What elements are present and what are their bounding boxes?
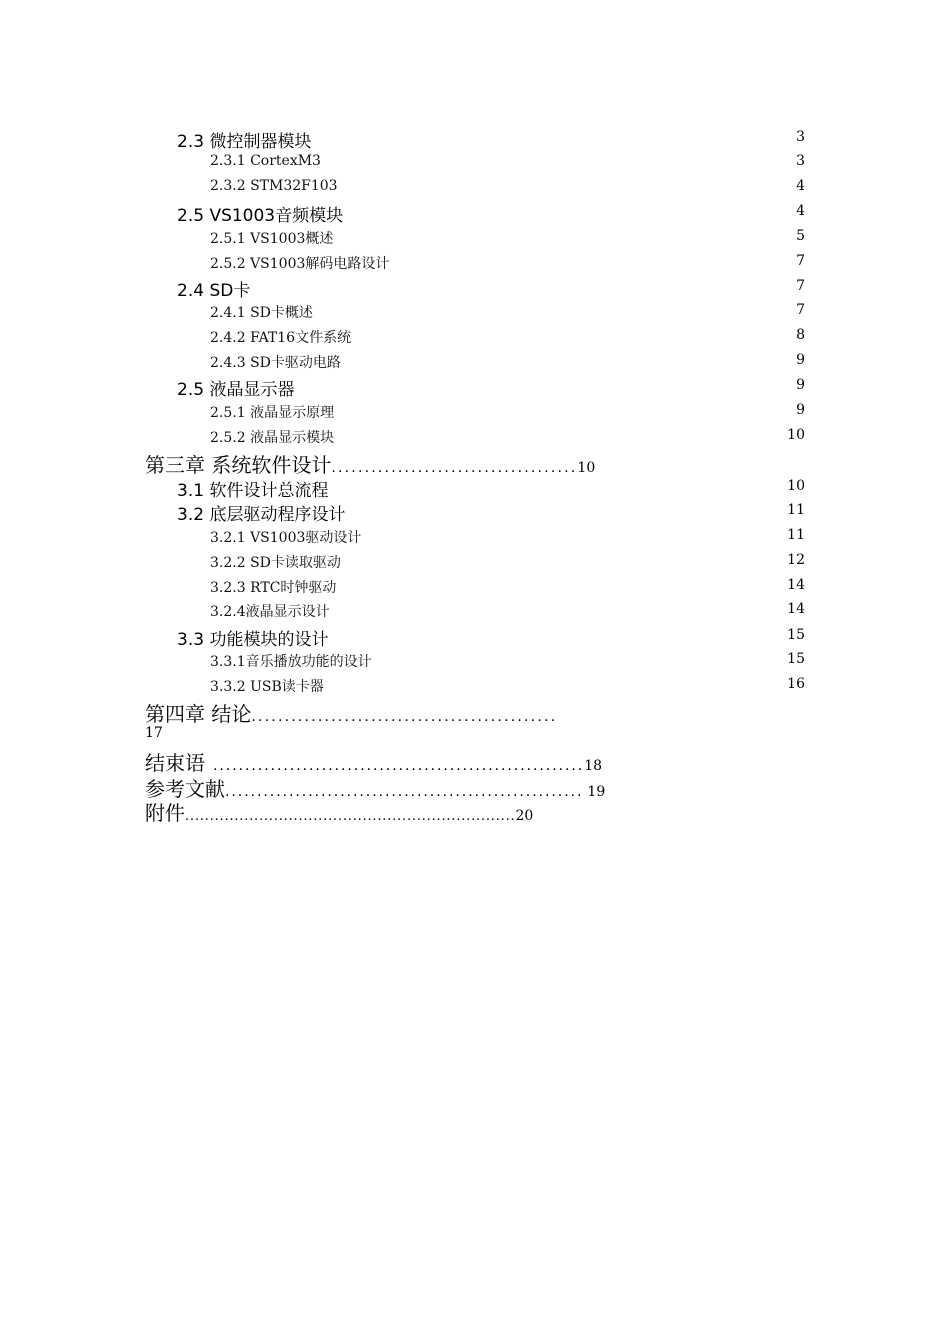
- toc-appendix-leader: ...................................................................: [185, 809, 516, 824]
- toc-page-3-2: 11: [787, 502, 805, 518]
- toc-page-2-3: 3: [796, 129, 805, 145]
- toc-entry-2-5-vs1003: 2.5 VS1003音频模块: [177, 206, 344, 226]
- toc-page-3-3-2: 16: [787, 676, 805, 692]
- toc-page-2-4: 7: [796, 278, 805, 294]
- toc-page-2-5-2-vs1003: 7: [796, 253, 805, 269]
- toc-page-3-1: 10: [787, 478, 805, 494]
- toc-entry-3-1: 3.1 软件设计总流程: [177, 481, 329, 501]
- toc-appendix-title: 附件: [145, 801, 185, 825]
- toc-page-3-2-4: 14: [787, 601, 805, 617]
- toc-entry-3-3-2: 3.3.2 USB读卡器: [210, 679, 324, 695]
- toc-page-2-5-1-vs1003: 5: [796, 228, 805, 244]
- toc-closing-leader: ..........................................................: [213, 758, 585, 774]
- toc-page-2-4-2: 8: [796, 327, 805, 343]
- toc-entry-2-3-1: 2.3.1 CortexM3: [210, 153, 321, 169]
- toc-entry-2-5-1-lcd: 2.5.1 液晶显示原理: [210, 405, 335, 421]
- toc-entry-3-2-4: 3.2.4液晶显示设计: [210, 604, 330, 620]
- toc-chapter-4-title: 第四章 结论: [145, 702, 252, 726]
- toc-chapter-4: [145, 698, 557, 727]
- toc-closing-title: 结束语: [145, 751, 205, 775]
- toc-entry-3-2: 3.2 底层驱动程序设计: [177, 505, 346, 525]
- toc-references-page: 19: [587, 784, 606, 800]
- toc-chapter-3-title: 第三章 系统软件设计: [145, 453, 332, 477]
- toc-page-2-3-2: 4: [796, 178, 805, 194]
- toc-entry-2-3: 2.3 微控制器模块: [177, 132, 312, 152]
- toc-page-2-3-1: 3: [796, 153, 805, 169]
- toc-references-leader: ........................................................: [225, 784, 584, 800]
- toc-entry-2-5-1-vs1003: 2.5.1 VS1003概述: [210, 231, 334, 247]
- toc-page-2-5-1-lcd: 9: [796, 402, 805, 418]
- toc-entry-3-2-3: 3.2.3 RTC时钟驱动: [210, 580, 337, 596]
- toc-page-2-4-3: 9: [796, 352, 805, 368]
- toc-page-3-3: 15: [787, 627, 805, 643]
- toc-page-2-5-2-lcd: 10: [787, 427, 805, 443]
- toc-entry-2-4: 2.4 SD卡: [177, 281, 251, 301]
- toc-entry-2-5-2-lcd: 2.5.2 液晶显示模块: [210, 430, 335, 446]
- toc-entry-2-4-1: 2.4.1 SD卡概述: [210, 305, 313, 321]
- toc-appendix: [145, 797, 533, 826]
- toc-entry-2-5-lcd: 2.5 液晶显示器: [177, 380, 295, 400]
- toc-page-2-5-vs1003: 4: [796, 203, 805, 219]
- toc-entry-3-3: 3.3 功能模块的设计: [177, 630, 329, 650]
- toc-page-3-2-2: 12: [787, 552, 805, 568]
- toc-appendix-page: 20: [515, 808, 534, 824]
- toc-page-2-5-lcd: 9: [796, 377, 805, 393]
- toc-chapter-4-leader: ..............................................: [251, 709, 558, 725]
- toc-entry-2-4-3: 2.4.3 SD卡驱动电路: [210, 355, 341, 371]
- toc-entry-2-5-2-vs1003: 2.5.2 VS1003解码电路设计: [210, 256, 390, 272]
- toc-closing: [145, 747, 602, 776]
- toc-chapter-3: [145, 449, 595, 478]
- toc-closing-page: 18: [584, 758, 603, 774]
- toc-page-3-2-3: 14: [787, 577, 805, 593]
- toc-entry-2-4-2: 2.4.2 FAT16文件系统: [210, 330, 352, 346]
- toc-chapter-4-page: 17: [145, 725, 163, 741]
- toc-page-2-4-1: 7: [796, 302, 805, 318]
- toc-page-3-3-1: 15: [787, 651, 805, 667]
- toc-entry-2-3-2: 2.3.2 STM32F103: [210, 178, 338, 194]
- toc-entry-3-2-2: 3.2.2 SD卡读取驱动: [210, 555, 341, 571]
- toc-chapter-3-leader: .....................................: [331, 460, 578, 476]
- toc-entry-3-2-1: 3.2.1 VS1003驱动设计: [210, 530, 362, 546]
- toc-entry-3-3-1: 3.3.1音乐播放功能的设计: [210, 654, 372, 670]
- toc-chapter-3-page: 10: [577, 460, 596, 476]
- toc-references-title: 参考文献: [145, 777, 225, 801]
- toc-page-3-2-1: 11: [787, 527, 805, 543]
